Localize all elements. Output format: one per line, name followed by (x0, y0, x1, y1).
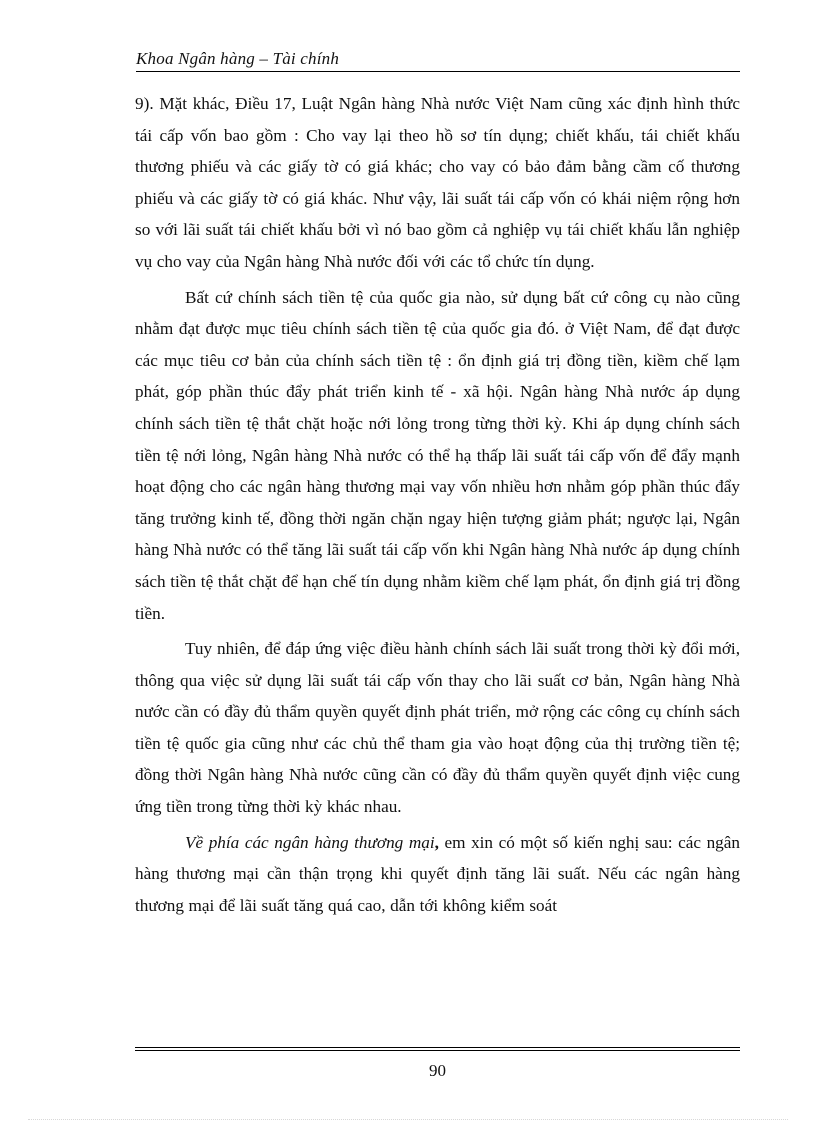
paragraph-4-rest: em xin có một số kiến nghị sau: các ngân hàng thương mại cần thận trọng khi quyết định tăng lãi suất. Nếu các ngân hàng thương mại để lãi suất tăng quá cao, dẫn tới không kiểm soát (135, 832, 740, 915)
page-footer (135, 1047, 740, 1081)
paragraph-3: Tuy nhiên, để đáp ứng việc điều hành chính sách lãi suất trong thời kỳ đổi mới, thông qua việc sử dụng lãi suất tái cấp vốn thay cho lãi suất cơ bản, Ngân hàng Nhà nước cần có đầy đủ thẩm quyền quyết định phát triển, mở rộng các công cụ chính sách tiền tệ quốc gia cũng như các chủ thể tham gia vào hoạt động của thị trường tiền tệ; đồng thời Ngân hàng Nhà nước cũng cần có đầy đủ thẩm quyền quyết định việc cung ứng tiền trong từng thời kỳ khác nhau. (135, 639, 740, 817)
footer-rule-thin (135, 1050, 740, 1051)
paragraph-2: Bất cứ chính sách tiền tệ của quốc gia nào, sử dụng bất cứ công cụ nào cũng nhằm đạt được mục tiêu chính sách tiền tệ của quốc gia đó. ở Việt Nam, để đạt được các mục tiêu cơ bản của chính sách tiền tệ : ổn định giá trị đồng tiền, kiềm chế lạm phát, góp phần thúc đẩy phát triển kinh tế - xã hội. Ngân hàng Nhà nước áp dụng chính sách tiền tệ thắt chặt hoặc nới lỏng trong từng thời kỳ. Khi áp dụng chính sách tiền tệ nới lỏng, Ngân hàng Nhà nước có thể hạ thấp lãi suất tái cấp vốn để đẩy mạnh hoạt động cho các ngân hàng thương mại vay vốn nhiều hơn nhằm góp phần thúc đẩy tăng trưởng kinh tế, đồng thời ngăn chặn ngay hiện tượng giảm phát; ngược lại, Ngân hàng Nhà nước có thể tăng lãi suất tái cấp vốn khi Ngân hàng Nhà nước áp dụng chính sách tiền tệ thắt chặt để hạn chế tín dụng nhằm kiềm chế lạm phát, ổn định giá trị đồng tiền. (135, 287, 740, 623)
page-number: 90 (429, 1061, 446, 1080)
page-bottom-edge (28, 1119, 788, 1120)
header-title: Khoa Ngân hàng – Tài chính (136, 49, 340, 68)
paragraph-4-comma: , (434, 832, 439, 852)
header-rule (136, 71, 740, 72)
page-header (136, 48, 740, 72)
paragraph-1: 9). Mặt khác, Điều 17, Luật Ngân hàng Nhà nước Việt Nam cũng xác định hình thức tái cấp vốn bao gồm : Cho vay lại theo hồ sơ tín dụng; chiết khấu, tái chiết khấu thương phiếu và các giấy tờ có giá khác; cho vay có bảo đảm bằng cầm cố thương phiếu và các giấy tờ có giá khác. Như vậy, lãi suất tái cấp vốn có khái niệm rộng hơn so với lãi suất tái chiết khấu bởi vì nó bao gồm cả nghiệp vụ tái chiết khấu lẫn nghiệp vụ cho vay của Ngân hàng Nhà nước đối với các tổ chức tín dụng. (135, 94, 740, 271)
paragraph-4-lead: Về phía các ngân hàng thương mại (185, 832, 435, 852)
footer-rule-thick (135, 1047, 740, 1048)
paragraph-4 (135, 827, 740, 922)
body-text (135, 88, 740, 925)
